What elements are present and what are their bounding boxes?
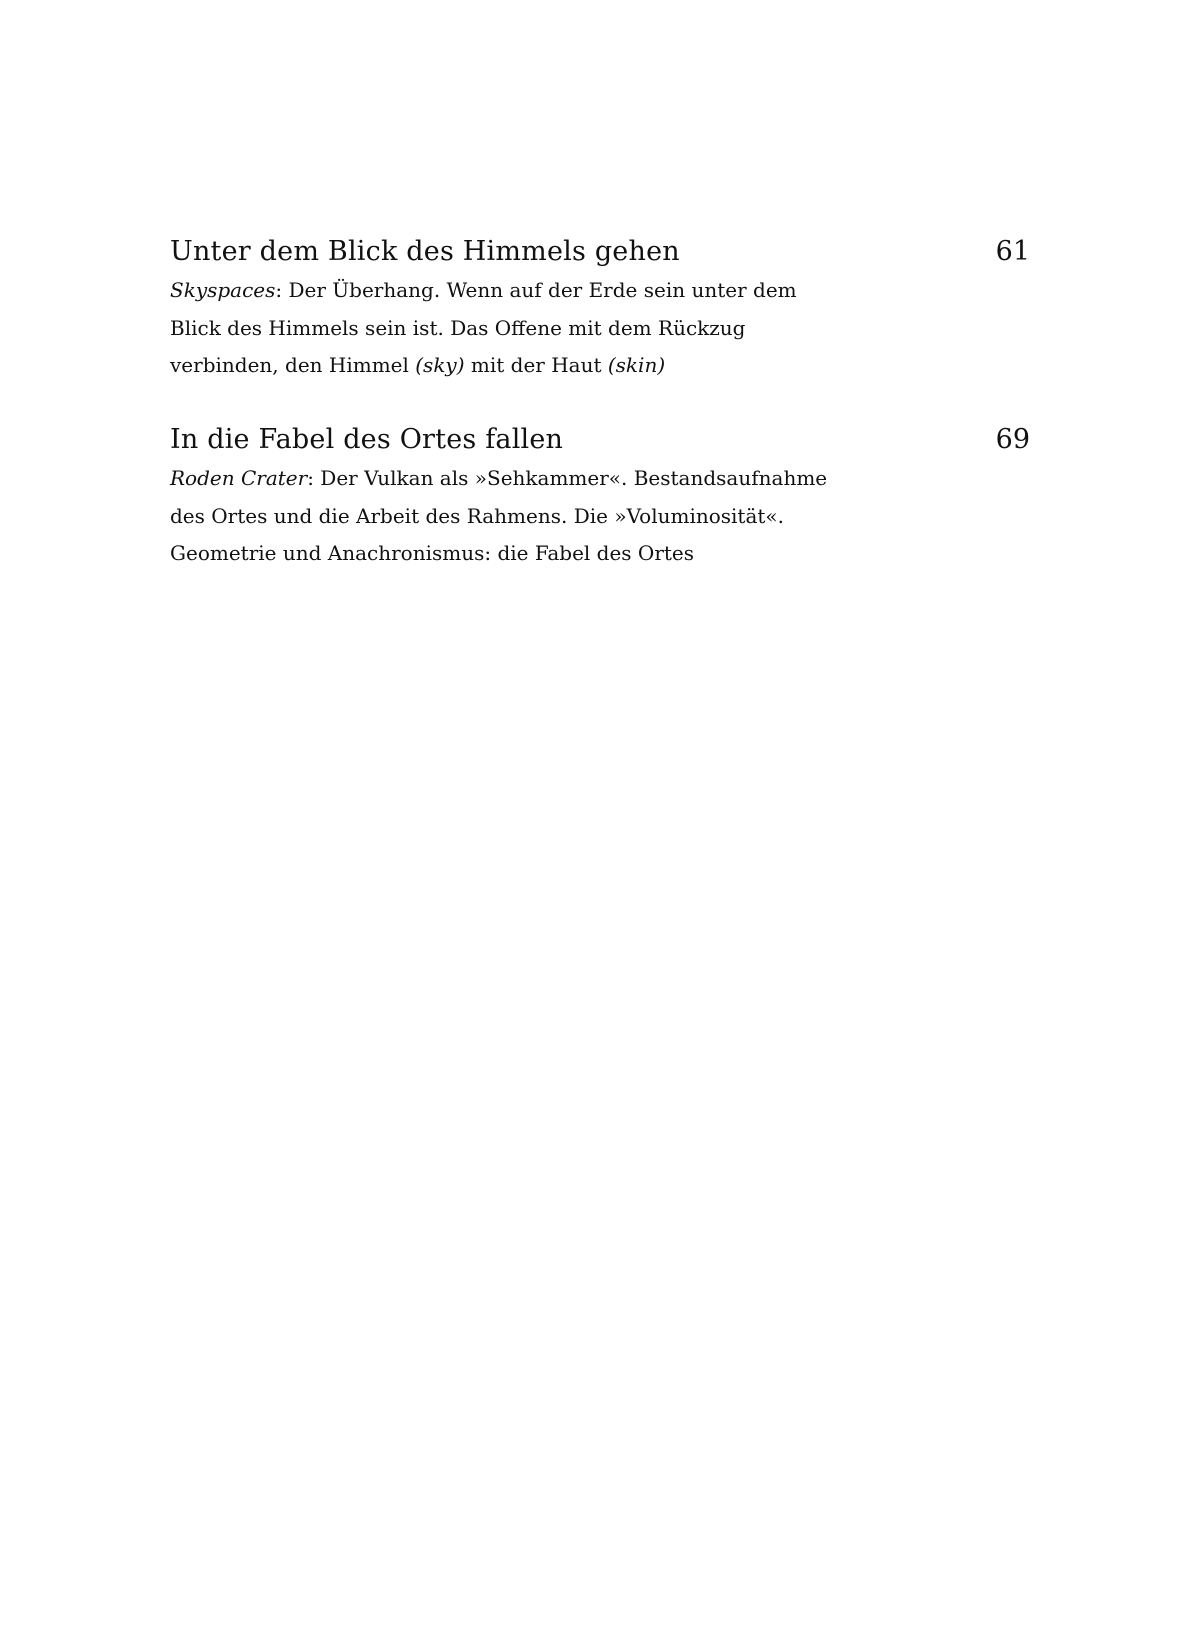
summary-italic-term: Skyspaces: [170, 278, 276, 302]
summary-italic-term: (skin): [607, 353, 666, 377]
summary-line: [170, 460, 870, 498]
summary-text: : Der Überhang. Wenn auf der Erde sein unter dem: [275, 278, 797, 302]
toc-entry: [170, 420, 1030, 573]
summary-line: [170, 310, 870, 348]
toc-entry-header: [170, 420, 1030, 460]
summary-text: verbinden, den Himmel: [170, 353, 416, 377]
summary-italic-term: Roden Crater: [170, 466, 308, 490]
summary-text: : Der Vulkan als »Sehkammer«. Bestandsaufnahme: [307, 466, 828, 490]
summary-line: [170, 498, 870, 536]
toc-entry-title: In die Fabel des Ortes fallen: [170, 424, 564, 455]
toc-entry-page-number: 69: [995, 424, 1030, 455]
toc-entry: [170, 232, 1030, 385]
summary-text: mit der Haut: [464, 353, 608, 377]
toc-entry-title: Unter dem Blick des Himmels gehen: [170, 236, 680, 267]
summary-text: Blick des Himmels sein ist. Das Offene mit dem Rückzug: [170, 315, 746, 340]
toc-entry-summary: [170, 272, 870, 385]
toc-entry-header: [170, 232, 1030, 272]
summary-line: [170, 535, 870, 573]
summary-text: des Ortes und die Arbeit des Rahmens. Die »Voluminosität«.: [170, 503, 785, 528]
summary-line: [170, 347, 870, 385]
toc-entry-summary: [170, 460, 870, 573]
summary-text: Geometrie und Anachronismus: die Fabel des Ortes: [170, 541, 695, 565]
summary-line: [170, 272, 870, 310]
toc-entry-page-number: 61: [995, 236, 1030, 267]
summary-italic-term: (sky): [415, 353, 465, 377]
